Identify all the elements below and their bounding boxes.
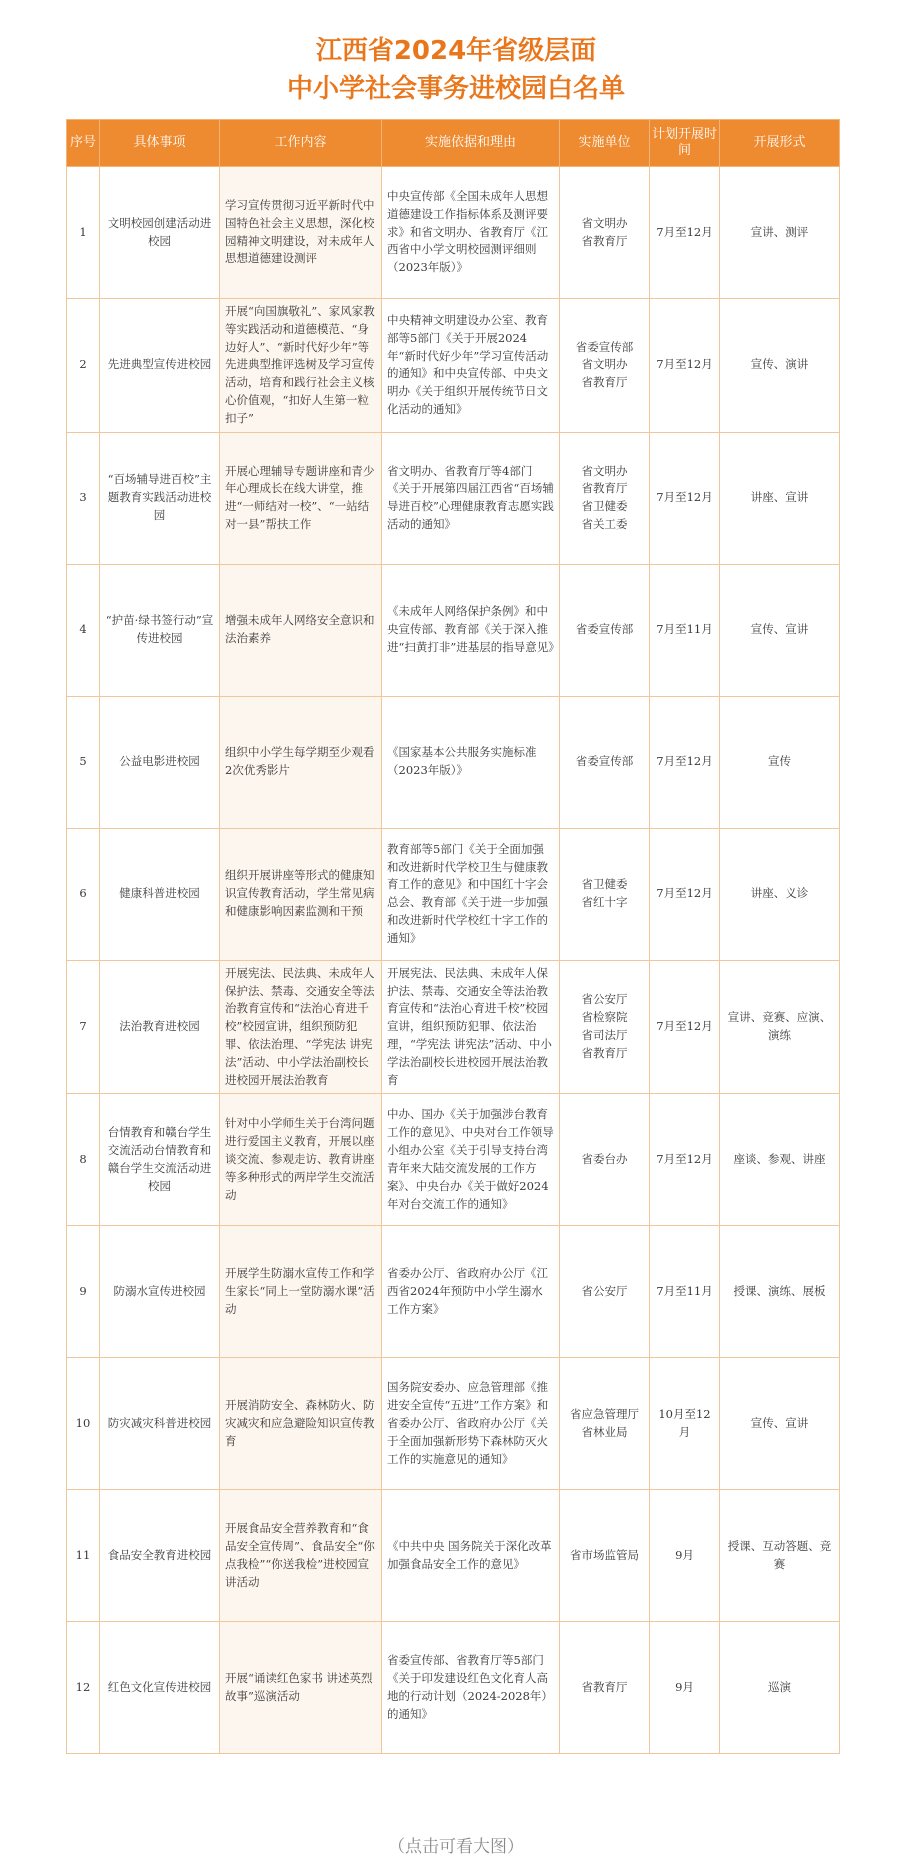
row-item: 法治教育进校园 — [100, 960, 220, 1094]
row-basis: 《国家基本公共服务实施标准（2023年版）》 — [382, 696, 560, 828]
table-row — [67, 167, 840, 299]
row-form: 授课、互动答题、竞赛 — [720, 1490, 840, 1622]
row-form: 宣讲、竞赛、应演、演练 — [720, 960, 840, 1094]
row-form: 宣传、演讲 — [720, 299, 840, 433]
row-item: 食品安全教育进校园 — [100, 1490, 220, 1622]
header-no: 序号 — [67, 120, 100, 167]
row-time: 9月 — [650, 1490, 720, 1622]
row-number: 5 — [67, 696, 100, 828]
header-item: 具体事项 — [100, 120, 220, 167]
row-content: 开展食品安全营养教育和“食品安全宣传周”、食品安全“你点我检”“你送我检”进校园宣讲活动 — [220, 1490, 382, 1622]
table-row — [67, 1094, 840, 1226]
row-basis: 省文明办、省教育厅等4部门《关于开展第四届江西省“百场辅导进百校”心理健康教育志愿实践活动的通知》 — [382, 432, 560, 564]
row-item: 防灾减灾科普进校园 — [100, 1358, 220, 1490]
table-row — [67, 432, 840, 564]
row-number: 3 — [67, 432, 100, 564]
row-form: 宣讲、测评 — [720, 167, 840, 299]
title-line-1: 江西省2024年省级层面 — [315, 36, 597, 66]
row-time: 7月至12月 — [650, 432, 720, 564]
row-unit: 省市场监管局 — [560, 1490, 650, 1622]
row-content: 开展“诵读红色家书 讲述英烈故事”巡演活动 — [220, 1622, 382, 1754]
row-unit: 省公安厅 — [560, 1226, 650, 1358]
table-row — [67, 828, 840, 960]
header-unit: 实施单位 — [560, 120, 650, 167]
row-content: 针对中小学师生关于台湾问题进行爱国主义教育，开展以座谈交流、参观走访、教育讲座等多种形式的两岸学生交流活动 — [220, 1094, 382, 1226]
row-time: 7月至12月 — [650, 299, 720, 433]
row-basis: 中央宣传部《全国未成年人思想道德建设工作指标体系及测评要求》和省文明办、省教育厅《江西省中小学文明校园测评细则（2023年版）》 — [382, 167, 560, 299]
row-basis: 《未成年人网络保护条例》和中央宣传部、教育部《关于深入推进“扫黄打非”进基层的指导意见》 — [382, 564, 560, 696]
title-line-2: 中小学社会事务进校园白名单 — [286, 74, 625, 104]
row-item: 文明校园创建活动进校园 — [100, 167, 220, 299]
table-row — [67, 1490, 840, 1622]
row-unit: 省卫健委 省红十字 — [560, 828, 650, 960]
row-item: 先进典型宣传进校园 — [100, 299, 220, 433]
row-content: 开展“向国旗敬礼”、家风家教等实践活动和道德模范、“身边好人”、“新时代好少年”等先进典型推评选树及学习宣传活动，培育和践行社会主义核心价值观，“扣好人生第一粒扣子” — [220, 299, 382, 433]
table-row — [67, 696, 840, 828]
row-content: 开展心理辅导专题讲座和青少年心理成长在线大讲堂，推进“一师结对一校”、“一站结对一县”帮扶工作 — [220, 432, 382, 564]
row-unit: 省文明办 省教育厅 — [560, 167, 650, 299]
row-number: 6 — [67, 828, 100, 960]
view-large-image-link[interactable]: （点击可看大图） — [388, 1837, 524, 1857]
header-content: 工作内容 — [220, 120, 382, 167]
table-header-row — [67, 120, 840, 167]
row-content: 学习宣传贯彻习近平新时代中国特色社会主义思想，深化校园精神文明建设，对未成年人思想道德建设测评 — [220, 167, 382, 299]
row-time: 7月至12月 — [650, 167, 720, 299]
table-row — [67, 1622, 840, 1754]
row-item: “护苗·绿书签行动”宣传进校园 — [100, 564, 220, 696]
row-basis: 教育部等5部门《关于全面加强和改进新时代学校卫生与健康教育工作的意见》和中国红十字会总会、教育部《关于进一步加强和改进新时代学校红十字工作的通知》 — [382, 828, 560, 960]
header-basis: 实施依据和理由 — [382, 120, 560, 167]
row-form: 座谈、参观、讲座 — [720, 1094, 840, 1226]
row-number: 11 — [67, 1490, 100, 1622]
row-basis: 省委办公厅、省政府办公厅《江西省2024年预防中小学生溺水工作方案》 — [382, 1226, 560, 1358]
row-form: 宣传、宣讲 — [720, 1358, 840, 1490]
row-number: 10 — [67, 1358, 100, 1490]
row-form: 讲座、宣讲 — [720, 432, 840, 564]
row-unit: 省委台办 — [560, 1094, 650, 1226]
whitelist-table — [66, 119, 840, 1754]
row-content: 开展消防安全、森林防火、防灾减灾和应急避险知识宣传教育 — [220, 1358, 382, 1490]
table-row — [67, 1226, 840, 1358]
row-number: 1 — [67, 167, 100, 299]
row-basis: 《中共中央 国务院关于深化改革加强食品安全工作的意见》 — [382, 1490, 560, 1622]
row-form: 讲座、义诊 — [720, 828, 840, 960]
row-time: 7月至12月 — [650, 696, 720, 828]
row-time: 7月至12月 — [650, 1094, 720, 1226]
row-form: 宣传 — [720, 696, 840, 828]
row-number: 9 — [67, 1226, 100, 1358]
whitelist-table-container — [66, 119, 839, 1754]
row-number: 7 — [67, 960, 100, 1094]
row-item: 台情教育和赣台学生交流活动台情教育和赣台学生交流活动进校园 — [100, 1094, 220, 1226]
row-basis: 省委宣传部、省教育厅等5部门《关于印发建设红色文化育人高地的行动计划（2024-2028年）的通知》 — [382, 1622, 560, 1754]
row-form: 授课、演练、展板 — [720, 1226, 840, 1358]
row-number: 4 — [67, 564, 100, 696]
row-unit: 省委宣传部 — [560, 696, 650, 828]
row-unit: 省委宣传部 省文明办 省教育厅 — [560, 299, 650, 433]
row-time: 7月至11月 — [650, 1226, 720, 1358]
row-form: 宣传、宣讲 — [720, 564, 840, 696]
row-number: 8 — [67, 1094, 100, 1226]
row-number: 12 — [67, 1622, 100, 1754]
row-time: 9月 — [650, 1622, 720, 1754]
row-content: 开展学生防溺水宣传工作和学生家长“同上一堂防溺水课”活动 — [220, 1226, 382, 1358]
row-unit: 省委宣传部 — [560, 564, 650, 696]
row-time: 7月至11月 — [650, 564, 720, 696]
row-time: 7月至12月 — [650, 828, 720, 960]
row-content: 增强未成年人网络安全意识和法治素养 — [220, 564, 382, 696]
row-unit: 省公安厅 省检察院 省司法厅 省教育厅 — [560, 960, 650, 1094]
row-unit: 省文明办 省教育厅 省卫健委 省关工委 — [560, 432, 650, 564]
table-row — [67, 960, 840, 1094]
header-time: 计划开展时间 — [650, 120, 720, 167]
row-basis: 中央精神文明建设办公室、教育部等5部门《关于开展2024年“新时代好少年”学习宣传活动的通知》和中央宣传部、中央文明办《关于组织开展传统节日文化活动的通知》 — [382, 299, 560, 433]
row-unit: 省应急管理厅 省林业局 — [560, 1358, 650, 1490]
table-body — [67, 167, 840, 1754]
row-form: 巡演 — [720, 1622, 840, 1754]
row-content: 组织开展讲座等形式的健康知识宣传教育活动，学生常见病和健康影响因素监测和干预 — [220, 828, 382, 960]
table-row — [67, 1358, 840, 1490]
row-time: 10月至12月 — [650, 1358, 720, 1490]
row-time: 7月至12月 — [650, 960, 720, 1094]
row-item: 防溺水宣传进校园 — [100, 1226, 220, 1358]
row-content: 组织中小学生每学期至少观看2次优秀影片 — [220, 696, 382, 828]
row-basis: 国务院安委办、应急管理部《推进安全宣传“五进”工作方案》和省委办公厅、省政府办公厅《关于全面加强新形势下森林防灭火工作的实施意见的通知》 — [382, 1358, 560, 1490]
row-item: 红色文化宣传进校园 — [100, 1622, 220, 1754]
row-basis: 开展宪法、民法典、未成年人保护法、禁毒、交通安全等法治教育宣传和“法治心育进千校”校园宣讲，组织预防犯罪、依法治理，“学宪法 讲宪法”活动、中小学法治副校长进校园开展法治教育 — [382, 960, 560, 1094]
row-basis: 中办、国办《关于加强涉台教育工作的意见》、中央对台工作领导小组办公室《关于引导支持台湾青年来大陆交流发展的工作方案》、中央台办《关于做好2024年对台交流工作的通知》 — [382, 1094, 560, 1226]
row-item: 公益电影进校园 — [100, 696, 220, 828]
row-number: 2 — [67, 299, 100, 433]
row-unit: 省教育厅 — [560, 1622, 650, 1754]
header-form: 开展形式 — [720, 120, 840, 167]
table-row — [67, 564, 840, 696]
row-item: 健康科普进校园 — [100, 828, 220, 960]
table-row — [67, 299, 840, 433]
row-content: 开展宪法、民法典、未成年人保护法、禁毒、交通安全等法治教育宣传和“法治心育进千校”校园宣讲，组织预防犯罪、依法治理、“学宪法 讲宪法”活动、中小学法治副校长进校园开展法治教育 — [220, 960, 382, 1094]
row-item: “百场辅导进百校”主题教育实践活动进校园 — [100, 432, 220, 564]
